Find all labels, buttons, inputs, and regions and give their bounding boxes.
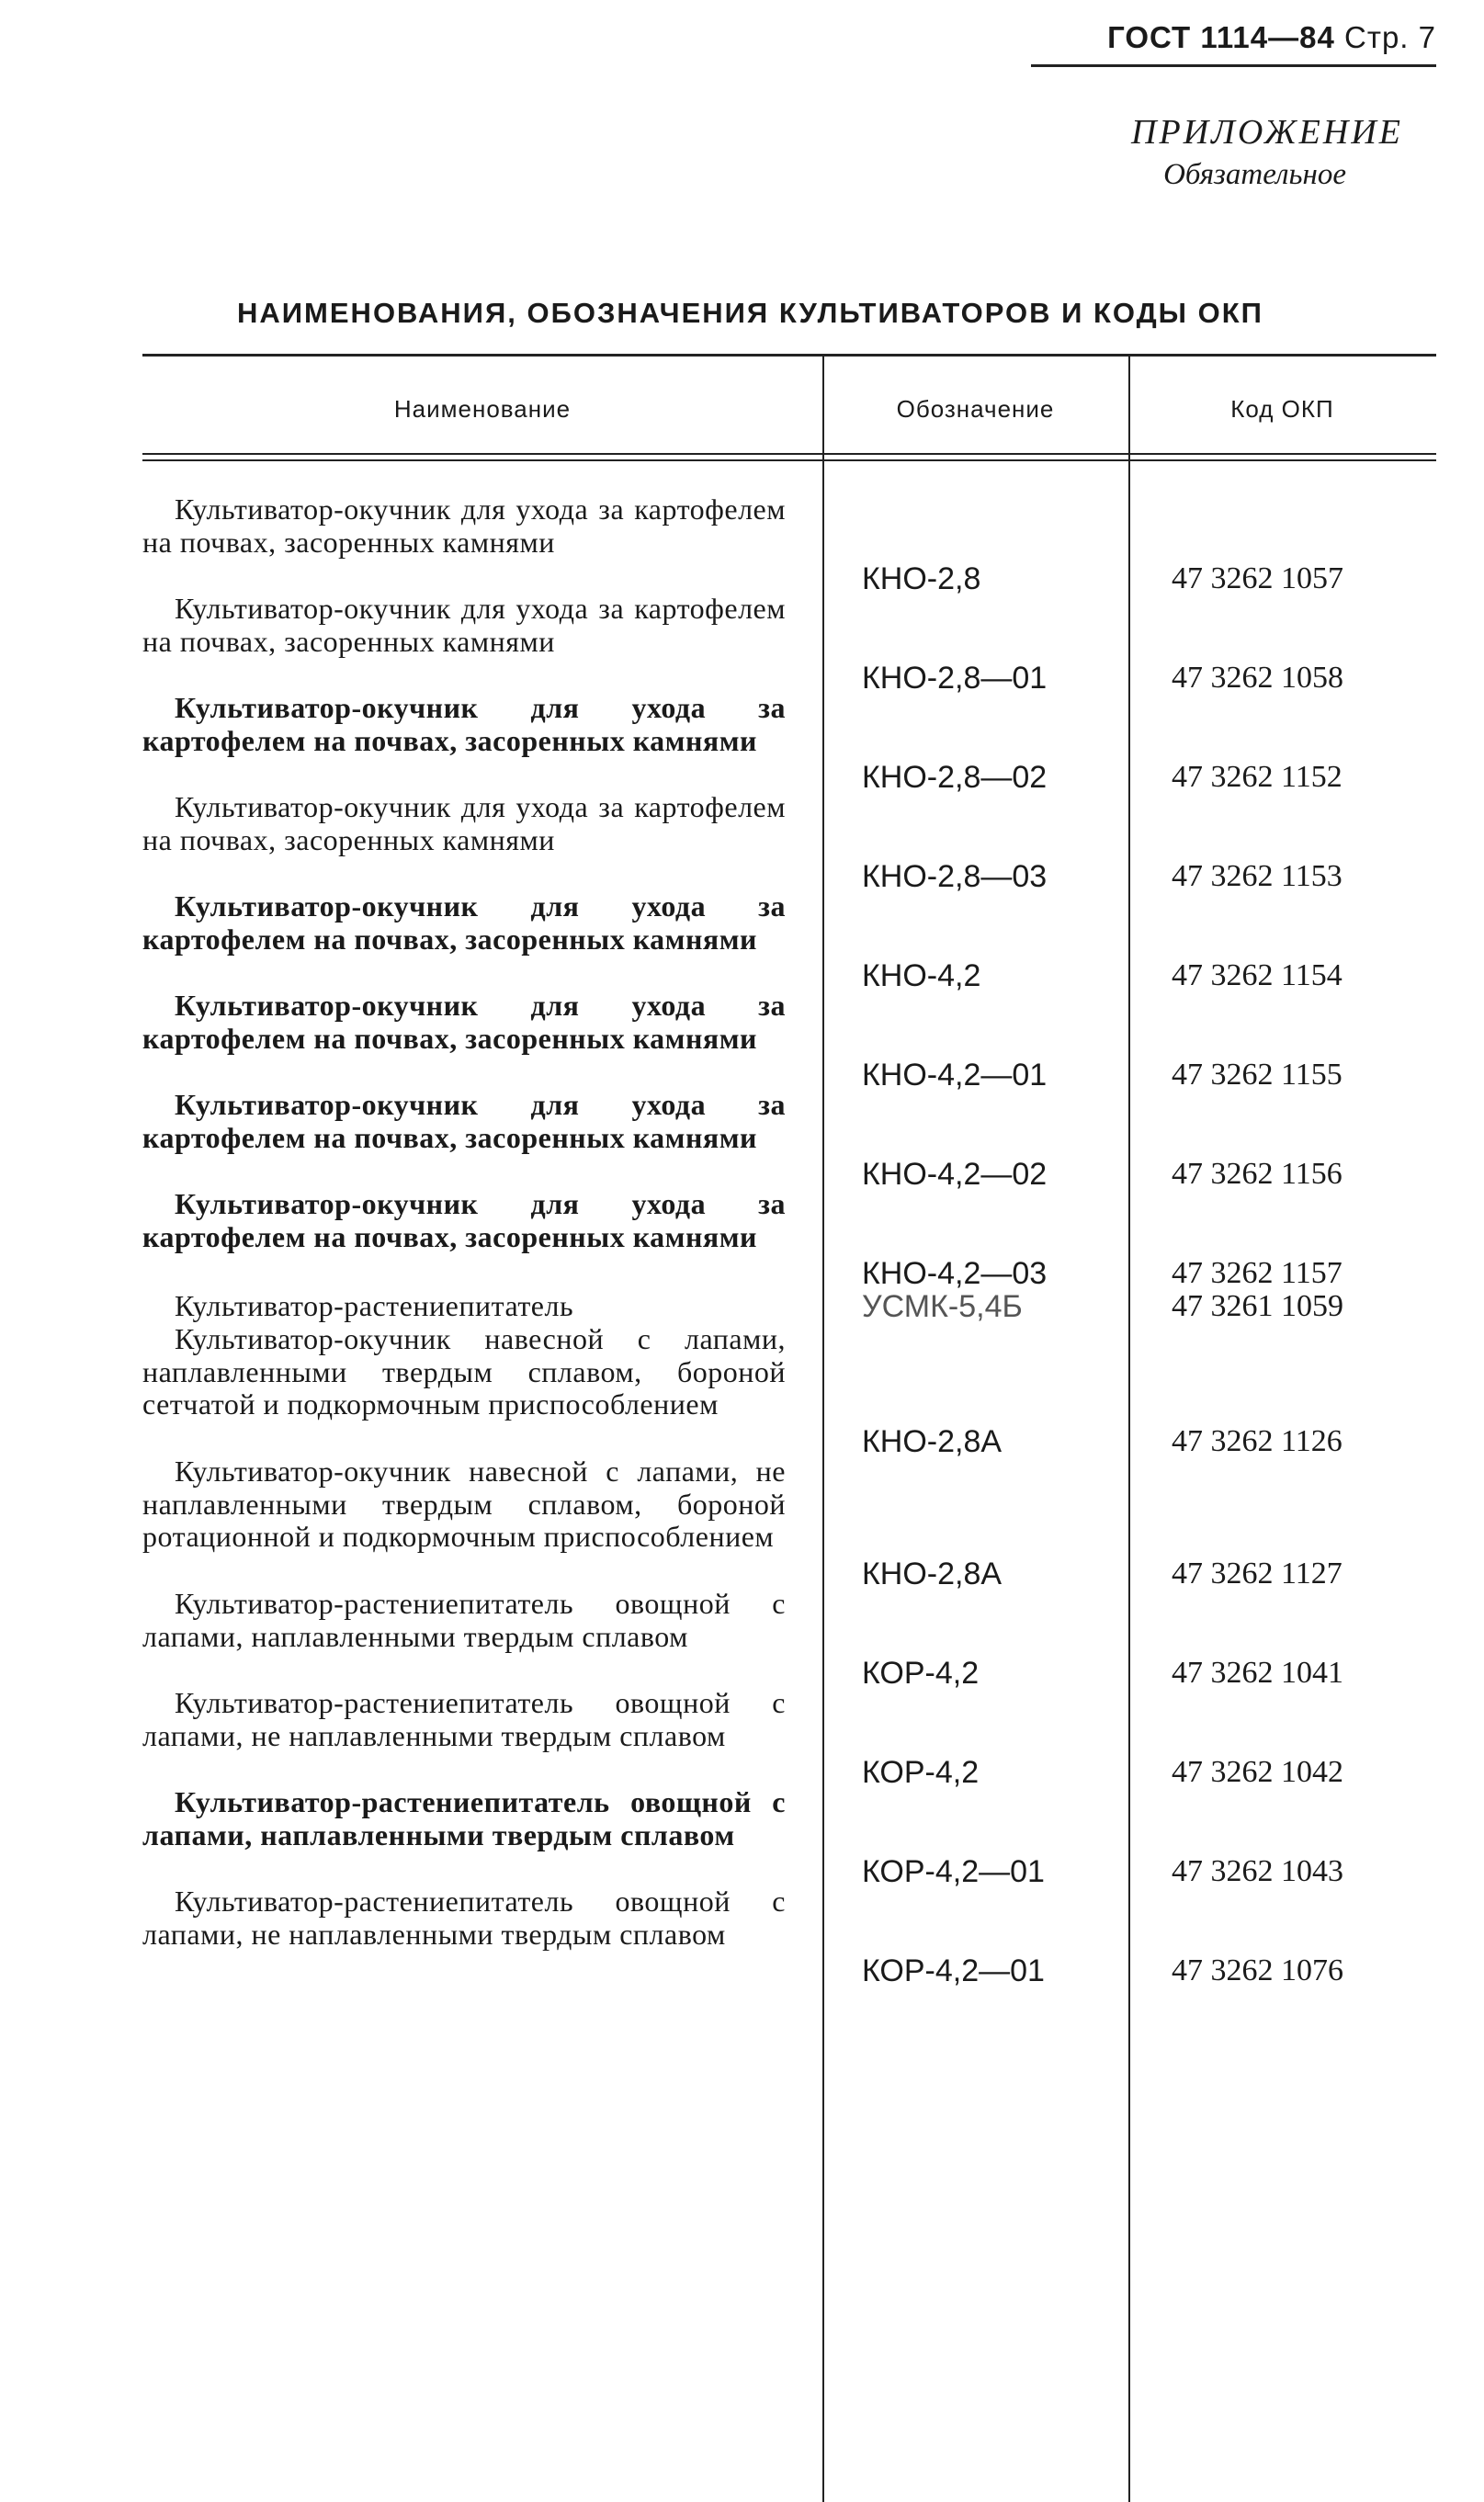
row-code: 47 3262 1152 — [1172, 760, 1342, 794]
row-name: Культиватор-окучник для ухода за картофелем на почвах, засоренных камнями — [142, 1187, 786, 1253]
row-designation: КОР-4,2—01 — [862, 1953, 1045, 1988]
header-rule-upper — [142, 453, 1436, 455]
row-code: 47 3262 1058 — [1172, 661, 1343, 695]
row-designation: УСМК-5,4Б — [862, 1289, 1023, 1324]
row-code: 47 3262 1157 — [1172, 1256, 1342, 1290]
row-code: 47 3262 1154 — [1172, 958, 1342, 992]
row-designation: КНО-4,2 — [862, 958, 981, 993]
row-name: Культиватор-окучник для ухода за картофелем на почвах, засоренных камнями — [142, 989, 786, 1055]
row-name: Культиватор-окучник для ухода за картофелем на почвах, засоренных камнями — [142, 790, 786, 856]
row-name: Культиватор-окучник для ухода за картофелем на почвах, засоренных камнями — [142, 592, 786, 658]
row-name: Культиватор-растениепитатель овощной с лапами, не наплавленными твердым сплавом — [142, 1885, 786, 1951]
row-designation: КНО-2,8—01 — [862, 661, 1048, 696]
row-code: 47 3262 1042 — [1172, 1755, 1343, 1789]
row-code: 47 3262 1155 — [1172, 1058, 1342, 1092]
row-code: 47 3262 1041 — [1172, 1656, 1343, 1690]
column-header-name: Наименование — [393, 395, 572, 423]
row-name: Культиватор-растениепитатель овощной с лапами, наплавленными твердым сплавом — [142, 1785, 786, 1851]
column-divider-2 — [1128, 357, 1130, 2502]
row-name: Культиватор-растениепитатель — [175, 1289, 574, 1322]
row-designation: КНО-4,2—02 — [862, 1157, 1048, 1192]
row-designation: КНО-2,8А — [862, 1557, 1003, 1591]
header-rule — [1031, 64, 1436, 67]
column-divider-1 — [822, 357, 824, 2502]
row-code: 47 3261 1059 — [1172, 1289, 1343, 1323]
row-code: 47 3262 1043 — [1172, 1854, 1343, 1888]
column-header-code: Код ОКП — [1230, 395, 1334, 423]
row-name: Культиватор-окучник для ухода за картофелем на почвах, засоренных камнями — [142, 691, 786, 757]
row-designation: КНО-2,8 — [862, 561, 981, 596]
header-rule-lower — [142, 459, 1436, 461]
row-code: 47 3262 1076 — [1172, 1953, 1343, 1987]
table-top-rule — [142, 354, 1436, 357]
row-code: 47 3262 1127 — [1172, 1557, 1342, 1591]
row-designation: КНО-2,8А — [862, 1424, 1003, 1459]
row-code: 47 3262 1153 — [1172, 859, 1342, 893]
column-header-designation: Обозначение — [896, 395, 1055, 423]
row-name: Культиватор-окучник для ухода за картофелем на почвах, засоренных камнями — [142, 492, 786, 559]
row-code: 47 3262 1156 — [1172, 1157, 1342, 1191]
row-name: Культиватор-окучник для ухода за картофелем на почвах, засоренных камнями — [142, 889, 786, 956]
row-designation: КНО-2,8—02 — [862, 760, 1048, 795]
standard-number: ГОСТ 1114—84 — [1107, 20, 1335, 54]
row-designation: КНО-4,2—01 — [862, 1058, 1048, 1093]
row-designation: КНО-2,8—03 — [862, 859, 1048, 894]
page-number: Стр. 7 — [1344, 20, 1436, 54]
appendix-title: ПРИЛОЖЕНИЕ — [1131, 113, 1403, 152]
row-designation: КОР-4,2 — [862, 1656, 980, 1691]
document-title: НАИМЕНОВАНИЯ, ОБОЗНАЧЕНИЯ КУЛЬТИВАТОРОВ И КОДЫ ОКП — [237, 297, 1263, 329]
row-name: Культиватор-окучник для ухода за картофелем на почвах, засоренных камнями — [142, 1088, 786, 1154]
row-designation: КОР-4,2 — [862, 1755, 980, 1790]
row-name: Культиватор-окучник навесной с лапами, не наплавленными твердым сплавом, бороной ротационной и подкормочным приспособлением — [142, 1455, 786, 1553]
row-name: Культиватор-растениепитатель овощной с лапами, не наплавленными твердым сплавом — [142, 1686, 786, 1752]
page-header — [1107, 20, 1436, 55]
appendix-subtitle: Обязательное — [1163, 158, 1346, 191]
row-name: Культиватор-окучник навесной с лапами, наплавленными твердым сплавом, бороной сетчатой и подкормочным приспособлением — [142, 1322, 786, 1421]
row-name: Культиватор-растениепитатель овощной с лапами, наплавленными твердым сплавом — [142, 1587, 786, 1653]
row-code: 47 3262 1057 — [1172, 561, 1343, 595]
row-designation: КНО-4,2—03 — [862, 1256, 1048, 1291]
row-designation: КОР-4,2—01 — [862, 1854, 1045, 1889]
row-code: 47 3262 1126 — [1172, 1424, 1342, 1458]
